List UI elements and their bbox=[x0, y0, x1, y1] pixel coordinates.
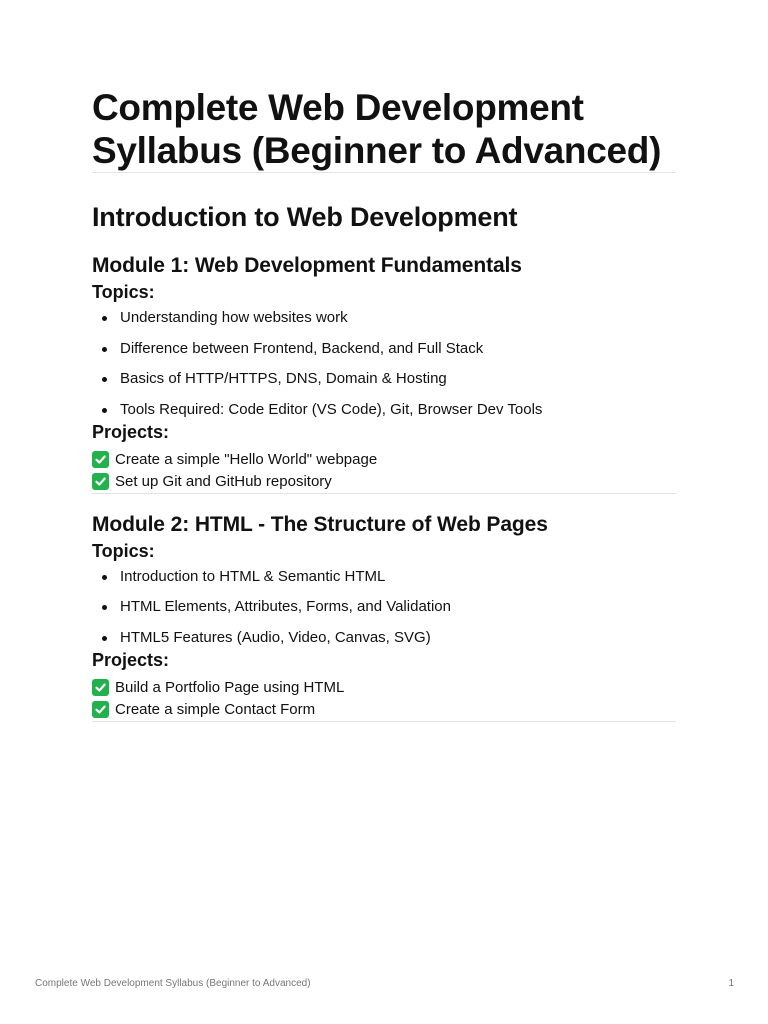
module-title: Module 2: HTML - The Structure of Web Pages bbox=[92, 512, 548, 536]
bullet-icon bbox=[102, 408, 107, 413]
module-1 bbox=[92, 252, 676, 494]
bullet-icon bbox=[102, 636, 107, 641]
bullet-icon bbox=[102, 605, 107, 610]
projects-heading: Projects: bbox=[92, 421, 170, 442]
document-body bbox=[92, 86, 676, 722]
footer-page-number: 1 bbox=[728, 978, 734, 989]
project-item bbox=[92, 449, 676, 471]
list-item bbox=[92, 369, 676, 389]
project-text: Create a simple Contact Form bbox=[115, 700, 316, 718]
footer-document-title: Complete Web Development Syllabus (Beginner to Advanced) bbox=[35, 978, 311, 989]
topic-list bbox=[92, 308, 676, 420]
list-item bbox=[92, 628, 676, 648]
topics-heading: Topics: bbox=[92, 282, 155, 302]
topic-text: Difference between Frontend, Backend, and Full Stack bbox=[120, 339, 484, 357]
project-list bbox=[92, 449, 676, 493]
list-item bbox=[92, 597, 676, 617]
list-item bbox=[92, 308, 676, 328]
topic-text: Basics of HTTP/HTTPS, DNS, Domain & Hosting bbox=[120, 370, 447, 388]
check-mark-button-icon bbox=[92, 679, 109, 696]
project-item bbox=[92, 471, 676, 493]
check-mark-button-icon bbox=[92, 451, 109, 468]
projects-heading: Projects: bbox=[92, 649, 170, 670]
project-text: Build a Portfolio Page using HTML bbox=[115, 678, 345, 696]
topics-heading: Topics: bbox=[92, 540, 155, 561]
module-divider bbox=[92, 493, 676, 494]
document-title: Complete Web Development Syllabus (Beginner to Advanced) bbox=[92, 87, 662, 171]
bullet-icon bbox=[102, 377, 107, 382]
module-divider bbox=[92, 721, 676, 722]
topic-text: HTML5 Features (Audio, Video, Canvas, SVG) bbox=[120, 628, 431, 646]
list-item bbox=[92, 339, 676, 359]
topic-text: Tools Required: Code Editor (VS Code), Git, Browser Dev Tools bbox=[120, 400, 543, 418]
bullet-icon bbox=[102, 575, 107, 580]
section-title: Introduction to Web Development bbox=[92, 202, 518, 232]
topic-text: Understanding how websites work bbox=[120, 309, 348, 326]
check-mark-button-icon bbox=[92, 473, 109, 490]
list-item bbox=[92, 400, 676, 420]
module-2 bbox=[92, 511, 676, 722]
list-item bbox=[92, 567, 676, 587]
project-list bbox=[92, 677, 676, 721]
project-text: Create a simple "Hello World" webpage bbox=[115, 450, 378, 468]
topic-list bbox=[92, 567, 676, 648]
project-text: Set up Git and GitHub repository bbox=[115, 472, 332, 490]
bullet-icon bbox=[102, 316, 107, 321]
module-title: Module 1: Web Development Fundamentals bbox=[92, 254, 522, 277]
bullet-icon bbox=[102, 347, 107, 352]
project-item bbox=[92, 677, 676, 699]
topic-text: HTML Elements, Attributes, Forms, and Validation bbox=[120, 598, 451, 616]
project-item bbox=[92, 699, 676, 721]
topic-text: Introduction to HTML & Semantic HTML bbox=[120, 567, 386, 585]
check-mark-button-icon bbox=[92, 701, 109, 718]
title-divider bbox=[92, 172, 676, 173]
